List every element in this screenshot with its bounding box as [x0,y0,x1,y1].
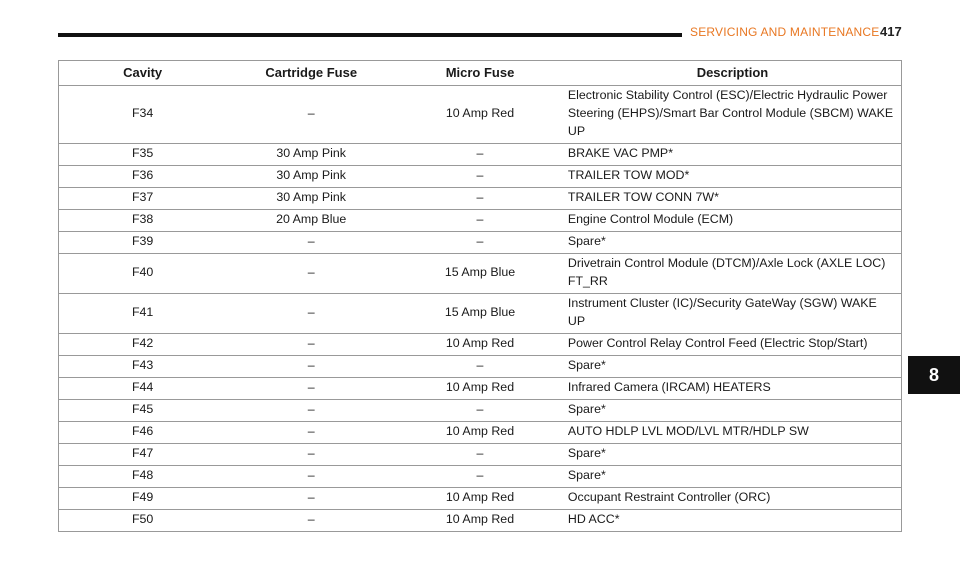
cell-cartridge-fuse: – [226,231,396,253]
header-rule [58,33,682,37]
table-row [59,333,902,355]
cell-cartridge-fuse: – [226,443,396,465]
cell-micro-fuse: 15 Amp Blue [396,293,564,333]
cell-cavity: F49 [59,487,227,509]
column-header-description: Description [564,61,902,86]
cell-micro-fuse: – [396,231,564,253]
cell-description: Spare* [564,231,902,253]
cell-micro-fuse: 10 Amp Red [396,86,564,144]
column-header-micro-fuse: Micro Fuse [396,61,564,86]
cell-description: Electronic Stability Control (ESC)/Electric Hydraulic Power Steering (EHPS)/Smart Bar Control Module (SBCM) WAKE UP [564,86,902,144]
cell-description: Drivetrain Control Module (DTCM)/Axle Lock (AXLE LOC) FT_RR [564,253,902,293]
cell-micro-fuse: 10 Amp Red [396,333,564,355]
fuse-table [58,60,902,532]
cell-micro-fuse: 10 Amp Red [396,509,564,531]
cell-description: Spare* [564,355,902,377]
cell-cartridge-fuse: – [226,377,396,399]
cell-description: TRAILER TOW MOD* [564,165,902,187]
table-row [59,231,902,253]
cell-description: BRAKE VAC PMP* [564,143,902,165]
cell-cavity: F37 [59,187,227,209]
cell-micro-fuse: – [396,443,564,465]
section-title: SERVICING AND MAINTENANCE [690,25,880,39]
cell-cartridge-fuse: – [226,355,396,377]
cell-cartridge-fuse: – [226,253,396,293]
table-row [59,187,902,209]
table-row [59,293,902,333]
table-row [59,165,902,187]
cell-cartridge-fuse: – [226,421,396,443]
cell-cartridge-fuse: 30 Amp Pink [226,143,396,165]
cell-cavity: F45 [59,399,227,421]
column-header-cartridge-fuse: Cartridge Fuse [226,61,396,86]
cell-micro-fuse: 15 Amp Blue [396,253,564,293]
chapter-tab: 8 [908,356,960,394]
cell-micro-fuse: – [396,187,564,209]
cell-description: Spare* [564,399,902,421]
cell-cavity: F42 [59,333,227,355]
table-row [59,443,902,465]
cell-cartridge-fuse: – [226,293,396,333]
table-row [59,509,902,531]
cell-description: Spare* [564,465,902,487]
cell-cavity: F46 [59,421,227,443]
table-row [59,487,902,509]
cell-description: Infrared Camera (IRCAM) HEATERS [564,377,902,399]
cell-cavity: F34 [59,86,227,144]
table-row [59,209,902,231]
cell-description: Occupant Restraint Controller (ORC) [564,487,902,509]
cell-description: Spare* [564,443,902,465]
cell-cavity: F38 [59,209,227,231]
cell-cavity: F36 [59,165,227,187]
cell-micro-fuse: 10 Amp Red [396,487,564,509]
table-row [59,421,902,443]
cell-cartridge-fuse: – [226,86,396,144]
cell-cavity: F50 [59,509,227,531]
page-number: 417 [880,24,902,39]
cell-description: HD ACC* [564,509,902,531]
cell-cartridge-fuse: – [226,399,396,421]
cell-description: AUTO HDLP LVL MOD/LVL MTR/HDLP SW [564,421,902,443]
cell-cavity: F40 [59,253,227,293]
cell-micro-fuse: – [396,399,564,421]
cell-micro-fuse: – [396,209,564,231]
cell-cavity: F47 [59,443,227,465]
cell-cartridge-fuse: – [226,333,396,355]
column-header-cavity: Cavity [59,61,227,86]
cell-micro-fuse: – [396,143,564,165]
cell-micro-fuse: – [396,165,564,187]
cell-cavity: F48 [59,465,227,487]
cell-cartridge-fuse: 30 Amp Pink [226,165,396,187]
cell-micro-fuse: 10 Amp Red [396,377,564,399]
cell-description: Power Control Relay Control Feed (Electric Stop/Start) [564,333,902,355]
cell-cartridge-fuse: – [226,509,396,531]
table-row [59,377,902,399]
table-row [59,86,902,144]
cell-description: Instrument Cluster (IC)/Security GateWay (SGW) WAKE UP [564,293,902,333]
cell-cavity: F44 [59,377,227,399]
cell-cavity: F39 [59,231,227,253]
table-row [59,399,902,421]
cell-cavity: F41 [59,293,227,333]
cell-cavity: F43 [59,355,227,377]
cell-description: TRAILER TOW CONN 7W* [564,187,902,209]
cell-micro-fuse: – [396,355,564,377]
cell-cartridge-fuse: – [226,487,396,509]
table-row [59,355,902,377]
cell-cartridge-fuse: – [226,465,396,487]
cell-micro-fuse: 10 Amp Red [396,421,564,443]
cell-cartridge-fuse: 20 Amp Blue [226,209,396,231]
table-row [59,143,902,165]
cell-cavity: F35 [59,143,227,165]
table-row [59,253,902,293]
cell-micro-fuse: – [396,465,564,487]
table-header-row [59,61,902,86]
cell-description: Engine Control Module (ECM) [564,209,902,231]
table-row [59,465,902,487]
cell-cartridge-fuse: 30 Amp Pink [226,187,396,209]
